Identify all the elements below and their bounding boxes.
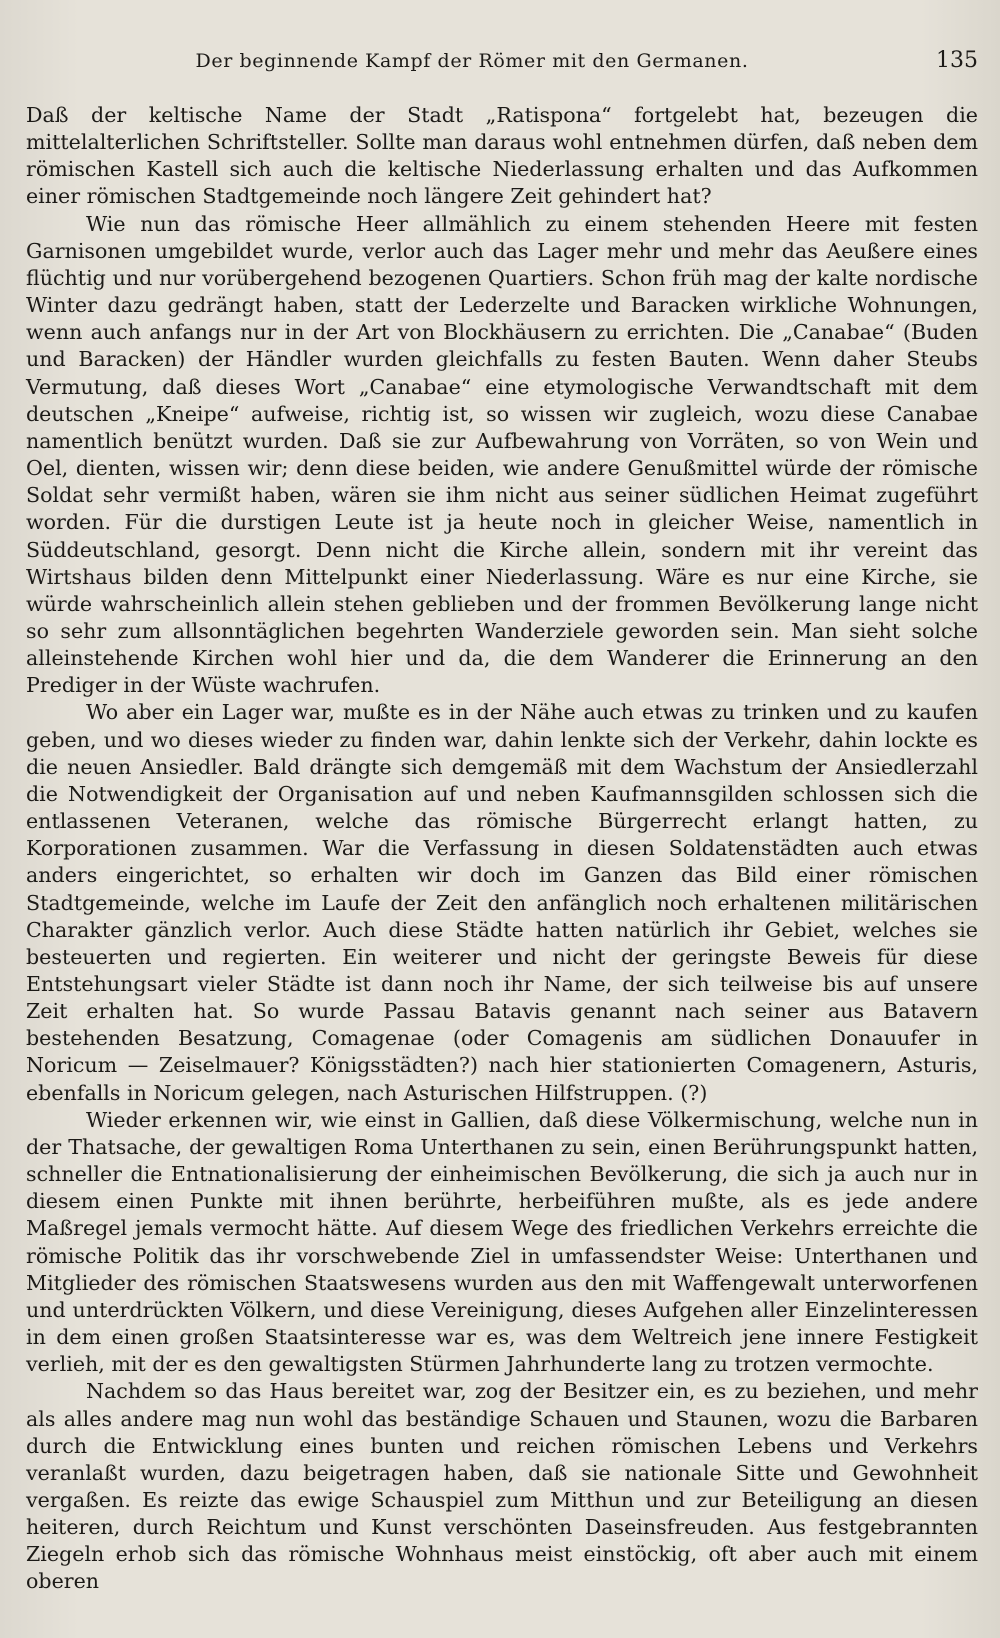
paragraph-3: Wo aber ein Lager war, mußte es in der Nähe auch etwas zu trinken und zu kaufen geben, und wo dieses wieder zu finden war, dahin lenkte sich der Verkehr, dahin lockte es die neuen Ansiedler. Bald drängte sich demgemäß mit dem Wachstum der Ansiedlerzahl die Notwendigkeit der Organisation auf und neben Kaufmannsgilden schlossen sich die entlassenen Veteranen, welche das römische Bürgerrecht erlangt hatten, zu Korporationen zusammen. War die Verfassung in diesen Soldatenstädten auch etwas anders eingerichtet, so erhalten wir doch im Ganzen das Bild einer römischen Stadtgemeinde, welche im Laufe der Zeit den anfänglich noch erhaltenen militärischen Charakter gänzlich verlor. Auch diese Städte hatten natürlich ihr Gebiet, welches sie besteuerten und regierten. Ein weiterer und nicht der geringste Beweis für diese Entstehungsart vieler Städte ist dann noch ihr Name, der sich teilweise bis auf unsere Zeit erhalten hat. So wurde Passau Batavis genannt nach seiner aus Batavern bestehenden Besatzung, Comagenae (oder Comagenis am südlichen Donauufer in Noricum — Zeiselmauer? Königsstädten?) nach hier stationierten Comagenern, Asturis, ebenfalls in Noricum gelegen, nach Asturischen Hilfstruppen. (?) <box>26 700 978 1105</box>
paragraph-2: Wie nun das römische Heer allmählich zu einem stehenden Heere mit festen Garnisonen umgebildet wurde, verlor auch das Lager mehr und mehr das Aeußere eines flüchtig und nur vorübergehend bezogenen Quartiers. Schon früh mag der kalte nordische Winter dazu gedrängt haben, statt der Lederzelte und Baracken wirkliche Wohnungen, wenn auch anfangs nur in der Art von Blockhäusern zu errichten. Die „Canabae“ (Buden und Baracken) der Händler wurden gleichfalls zu festen Bauten. Wenn daher Steubs Vermutung, daß dieses Wort „Canabae“ eine etymologische Verwandtschaft mit dem deutschen „Kneipe“ aufweise, richtig ist, so wissen wir zugleich, wozu diese Canabae namentlich benützt wurden. Daß sie zur Aufbewahrung von Vorräten, so von Wein und Oel, dienten, wissen wir; denn diese beiden, wie andere Genußmittel würde der römische Soldat sehr vermißt haben, wären sie ihm nicht aus seiner südlichen Heimat zugeführt worden. Für die durstigen Leute ist ja heute noch in gleicher Weise, namentlich in Süddeutschland, gesorgt. Denn nicht die Kirche allein, sondern mit ihr vereint das Wirtshaus bilden denn Mittelpunkt einer Niederlassung. Wäre es nur eine Kirche, sie würde wahrscheinlich allein stehen geblieben und der frommen Bevölkerung lange nicht so sehr zum allsonntäglichen begehrten Wanderziele geworden sein. Man sieht solche alleinstehende Kirchen wohl hier und da, die dem Wanderer die Erinnerung an den Prediger in der Wüste wachrufen. <box>26 211 978 698</box>
page-number: 135 <box>936 48 978 73</box>
paragraph-1: Daß der keltische Name der Stadt „Ratispona“ fortgelebt hat, bezeugen die mittelalterlichen Schriftsteller. Sollte man daraus wohl entnehmen dürfen, daß neben dem römischen Kastell sich auch die keltische Niederlassung erhalten und das Aufkommen einer römischen Stadtgemeinde noch längere Zeit gehindert hat? <box>26 103 978 209</box>
running-title: Der beginnende Kampf der Römer mit den Germanen. <box>195 50 749 72</box>
body-text <box>26 102 978 1596</box>
page-header <box>26 44 978 84</box>
paragraph-5: Nachdem so das Haus bereitet war, zog der Besitzer ein, es zu beziehen, und mehr als alles andere mag nun wohl das beständige Schauen und Staunen, wozu die Barbaren durch die Entwicklung eines bunten und reichen römischen Lebens und Verkehrs veranlaßt wurden, dazu beigetragen haben, daß sie nationale Sitte und Gewohnheit vergaßen. Es reizte das ewige Schauspiel zum Mitthun und zur Beteiligung an diesen heiteren, durch Reichtum und Kunst verschönten Daseinsfreuden. Aus festgebrannten Ziegeln erhob sich das römische Wohnhaus meist einstöckig, oft aber auch mit einem oberen <box>26 1379 978 1594</box>
paragraph-4: Wieder erkennen wir, wie einst in Gallien, daß diese Völkermischung, welche nun in der Thatsache, der gewaltigen Roma Unterthanen zu sein, einen Berührungspunkt hatten, schneller die Entnationalisierung der einheimischen Bevölkerung, die sich ja auch nur in diesem einen Punkte mit ihnen berührte, herbeiführen mußte, als es jede andere Maßregel jemals vermocht hätte. Auf diesem Wege des friedlichen Verkehrs erreichte die römische Politik das ihr vorschwebende Ziel in umfassendster Weise: Unterthanen und Mitglieder des römischen Staatswesens wurden aus den mit Waffengewalt unterworfenen und unterdrückten Völkern, und diese Vereinigung, dieses Aufgehen aller Einzelinteressen in dem einen großen Staatsinteresse war es, was dem Weltreich jene innere Festigkeit verlieh, mit der es den gewaltigsten Stürmen Jahrhunderte lang zu trotzen vermochte. <box>26 1107 978 1377</box>
